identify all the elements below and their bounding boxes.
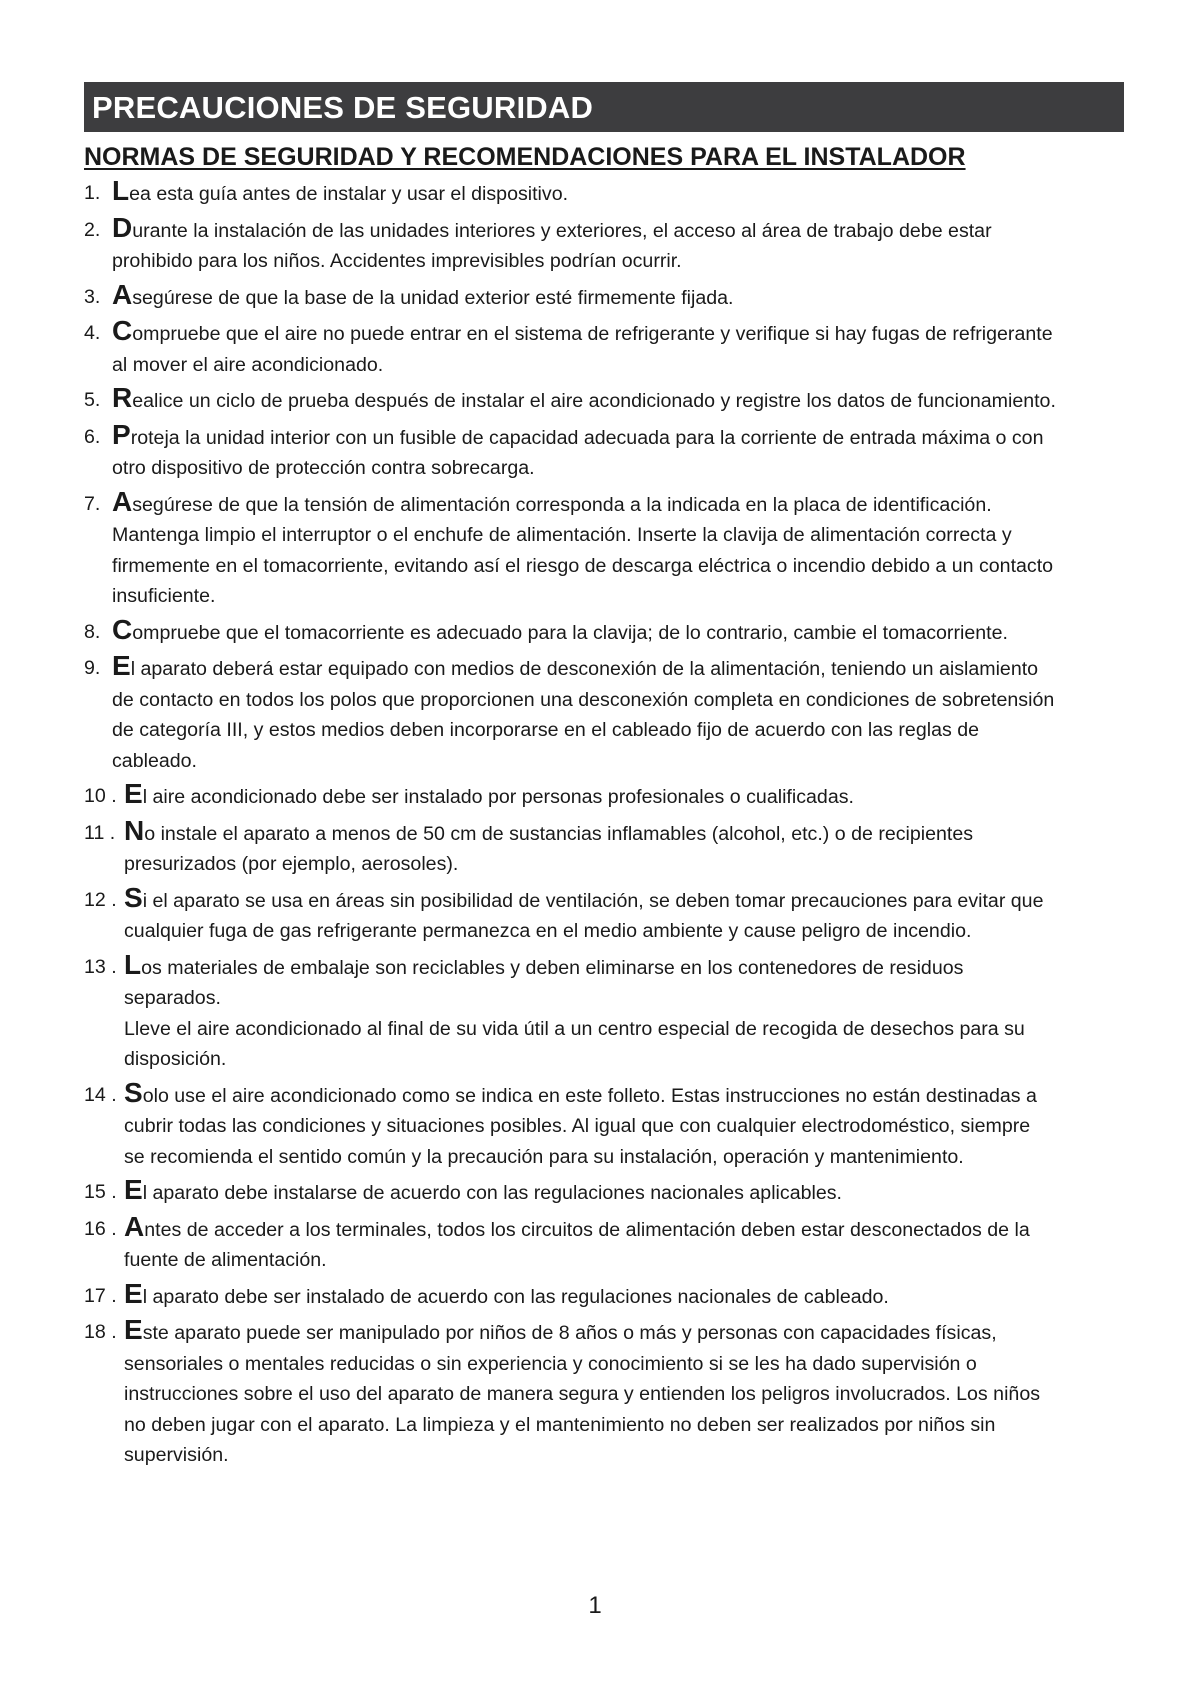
- item-text: [124, 1174, 1124, 1209]
- item-text: [124, 814, 1124, 880]
- item-text-line: [112, 613, 1124, 649]
- item-text-line: [124, 1014, 1124, 1045]
- item-text-line: [124, 778, 1124, 813]
- item-text-line: [112, 350, 1124, 381]
- item-text-line: [124, 1044, 1124, 1075]
- item-text-line: [112, 382, 1124, 417]
- item-text: [112, 613, 1124, 649]
- item-number: 3.: [84, 285, 101, 308]
- item-number: 8.: [84, 620, 101, 643]
- item-text: [112, 485, 1124, 612]
- item-text: [124, 1076, 1124, 1173]
- item-text-line: [112, 746, 1124, 777]
- item-text-line: [112, 685, 1124, 716]
- line-text: de contacto en todos los polos que proporcionen una desconexión completa en condiciones de sobretensión: [112, 688, 1055, 711]
- line-text: urante la instalación de las unidades interiores y exteriores, el acceso al área de trabajo debe estar: [132, 219, 992, 242]
- drop-initial-letter: E: [124, 1277, 143, 1309]
- line-text: al mover el aire acondicionado.: [112, 353, 384, 376]
- line-text: l aparato debe ser instalado de acuerdo con las regulaciones nacionales de cableado.: [142, 1285, 889, 1308]
- list-item: [84, 881, 1124, 947]
- item-text-line: [124, 948, 1124, 984]
- item-text-line: [124, 1349, 1124, 1380]
- line-text: ompruebe que el tomacorriente es adecuado para la clavija; de lo contrario, cambie el tomacorriente.: [132, 621, 1008, 644]
- item-text-line: [112, 175, 1124, 210]
- line-text: i el aparato se usa en áreas sin posibilidad de ventilación, se deben tomar precauciones para evitar que: [142, 889, 1044, 912]
- drop-initial-letter: S: [124, 881, 143, 913]
- line-text: o instale el aparato a menos de 50 cm de sustancias inflamables (alcohol, etc.) o de recipientes: [144, 822, 974, 845]
- line-text: supervisión.: [124, 1444, 229, 1466]
- line-text: cableado.: [112, 749, 197, 772]
- item-text-line: [112, 453, 1124, 484]
- line-text: segúrese de que la base de la unidad exterior esté firmemente fijada.: [132, 286, 734, 309]
- item-text-line: [124, 1245, 1124, 1276]
- item-number: 11 .: [84, 821, 116, 844]
- item-number: 16 .: [84, 1217, 117, 1240]
- line-text: cubrir todas las condiciones y situaciones posibles. Al igual que con cualquier electrodoméstico, siempre: [124, 1115, 1031, 1137]
- item-text-line: [124, 881, 1124, 917]
- item-text-line: [124, 916, 1124, 947]
- line-text: segúrese de que la tensión de alimentación corresponda a la indicada en la placa de identificación.: [132, 493, 992, 516]
- item-number: 13 .: [84, 955, 117, 978]
- item-text-line: [124, 1076, 1124, 1112]
- item-text-line: [112, 520, 1124, 551]
- item-text-line: [112, 418, 1124, 454]
- section-subtitle: NORMAS DE SEGURIDAD Y RECOMENDACIONES PARA EL INSTALADOR: [84, 143, 966, 171]
- drop-initial-letter: A: [112, 485, 133, 517]
- item-text-line: [124, 1174, 1124, 1209]
- item-number: 6.: [84, 425, 101, 448]
- list-item: [84, 382, 1124, 417]
- item-text-line: [124, 1314, 1124, 1349]
- line-text: l aparato debe instalarse de acuerdo con las regulaciones nacionales aplicables.: [142, 1182, 842, 1204]
- line-text: separados.: [124, 987, 221, 1009]
- list-item: [84, 814, 1124, 880]
- item-text-line: [124, 849, 1124, 880]
- list-item: [84, 211, 1124, 277]
- line-text: insuficiente.: [112, 585, 216, 607]
- item-number: 2.: [84, 218, 101, 241]
- safety-rules-list: [84, 175, 1124, 1471]
- drop-initial-letter: A: [112, 278, 133, 310]
- line-text: instrucciones sobre el uso del aparato de manera segura y entienden los peligros involucrados. Los niños: [124, 1383, 1041, 1405]
- drop-initial-letter: E: [124, 778, 143, 809]
- item-text-line: [124, 1111, 1124, 1142]
- item-text-line: [124, 1410, 1124, 1441]
- line-text: otro dispositivo de protección contra sobrecarga.: [112, 457, 535, 479]
- list-item: [84, 418, 1124, 484]
- item-text: [124, 1314, 1124, 1471]
- line-text: Mantenga limpio el interruptor o el enchufe de alimentación. Inserte la clavija de alimentación correcta y: [112, 524, 1012, 546]
- line-text: l aparato deberá estar equipado con medios de desconexión de la alimentación, teniendo un aislamiento: [130, 658, 1039, 680]
- list-item: [84, 778, 1124, 813]
- item-text: [112, 278, 1124, 314]
- line-text: os materiales de embalaje son reciclables y deben eliminarse en los contenedores de residuos: [141, 956, 964, 979]
- drop-initial-letter: N: [124, 814, 145, 846]
- item-text-line: [124, 1277, 1124, 1313]
- line-text: ste aparato puede ser manipulado por niños de 8 años o más y personas con capacidades físicas,: [142, 1322, 997, 1344]
- item-text: [112, 382, 1124, 417]
- line-text: olo use el aire acondicionado como se indica en este folleto. Estas instrucciones no están destinadas a: [142, 1084, 1037, 1107]
- item-number: 4.: [84, 322, 101, 344]
- item-text-line: [112, 551, 1124, 582]
- item-number: 14 .: [84, 1083, 117, 1106]
- item-text-line: [124, 1142, 1124, 1173]
- item-text-line: [112, 485, 1124, 521]
- drop-initial-letter: L: [124, 948, 142, 980]
- item-text: [112, 418, 1124, 484]
- line-text: se recomienda el sentido común y la precaución para su instalación, operación y mantenimiento.: [124, 1145, 964, 1168]
- line-text: no deben jugar con el aparato. La limpieza y el mantenimiento no deben ser realizados por niños sin: [124, 1413, 996, 1436]
- item-number: 12 .: [84, 888, 117, 911]
- item-number: 1.: [84, 182, 101, 204]
- item-text: [124, 1277, 1124, 1313]
- document-page: [84, 82, 1124, 1476]
- item-text: [112, 211, 1124, 277]
- item-number: 10 .: [84, 785, 117, 807]
- line-text: prohibido para los niños. Accidentes imprevisibles podrían ocurrir.: [112, 250, 682, 272]
- line-text: roteja la unidad interior con un fusible de capacidad adecuada para la corriente de entrada máxima o con: [130, 426, 1044, 449]
- line-text: ealice un ciclo de prueba después de instalar el aire acondicionado y registre los datos de funcionamiento.: [132, 390, 1056, 412]
- drop-initial-letter: S: [124, 1076, 143, 1108]
- item-text: [112, 650, 1124, 776]
- drop-initial-letter: C: [112, 315, 133, 346]
- page-number: 1: [588, 1592, 602, 1619]
- line-text: ompruebe que el aire no puede entrar en el sistema de refrigerante y verifique si hay fugas de refrigerante: [132, 323, 1053, 345]
- item-text-line: [112, 246, 1124, 277]
- line-text: Lleve el aire acondicionado al final de su vida útil a un centro especial de recogida de desechos para su: [124, 1017, 1025, 1040]
- line-text: de categoría III, y estos medios deben incorporarse en el cableado fijo de acuerdo con las reglas de: [112, 719, 980, 741]
- line-text: firmemente en el tomacorriente, evitando así el riesgo de descarga eléctrica o incendio debido a un contacto: [112, 554, 1054, 577]
- item-text-line: [112, 581, 1124, 612]
- item-text-line: [124, 1379, 1124, 1410]
- item-text: [112, 175, 1124, 210]
- drop-initial-letter: E: [112, 650, 131, 681]
- item-text-line: [112, 315, 1124, 350]
- list-item: [84, 650, 1124, 776]
- item-text-line: [124, 1440, 1124, 1471]
- item-number: 18 .: [84, 1321, 117, 1343]
- list-item: [84, 948, 1124, 1075]
- line-text: ntes de acceder a los terminales, todos los circuitos de alimentación deben estar desconectados de la: [144, 1218, 1030, 1241]
- item-text: [124, 1210, 1124, 1276]
- line-text: fuente de alimentación.: [124, 1249, 327, 1271]
- list-item: [84, 1174, 1124, 1209]
- line-text: disposición.: [124, 1048, 227, 1070]
- list-item: [84, 485, 1124, 612]
- drop-initial-letter: A: [124, 1210, 145, 1242]
- item-text-line: [124, 1210, 1124, 1246]
- item-number: 5.: [84, 389, 101, 411]
- list-item: [84, 1076, 1124, 1173]
- item-text-line: [112, 211, 1124, 247]
- drop-initial-letter: R: [112, 382, 133, 413]
- item-text: [124, 778, 1124, 813]
- line-text: l aire acondicionado debe ser instalado por personas profesionales o cualificadas.: [142, 786, 854, 808]
- list-item: [84, 278, 1124, 314]
- drop-initial-letter: C: [112, 613, 133, 645]
- section-title: PRECAUCIONES DE SEGURIDAD: [84, 82, 1124, 132]
- list-item: [84, 613, 1124, 649]
- item-text: [124, 881, 1124, 947]
- drop-initial-letter: E: [124, 1174, 143, 1205]
- list-item: [84, 1210, 1124, 1276]
- list-item: [84, 175, 1124, 210]
- drop-initial-letter: L: [112, 175, 130, 206]
- list-item: [84, 1314, 1124, 1471]
- drop-initial-letter: E: [124, 1314, 143, 1345]
- line-text: ea esta guía antes de instalar y usar el dispositivo.: [129, 183, 569, 205]
- drop-initial-letter: P: [112, 418, 131, 450]
- item-text-line: [112, 278, 1124, 314]
- line-text: sensoriales o mentales reducidas o sin experiencia y conocimiento si se les ha dado supervisión o: [124, 1352, 977, 1375]
- item-number: 15 .: [84, 1181, 117, 1203]
- item-number: 7.: [84, 492, 101, 515]
- item-text-line: [112, 650, 1124, 685]
- item-number: 9.: [84, 657, 101, 679]
- item-number: 17 .: [84, 1284, 117, 1307]
- list-item: [84, 315, 1124, 380]
- list-item: [84, 1277, 1124, 1313]
- item-text: [112, 315, 1124, 380]
- item-text-line: [112, 715, 1124, 746]
- line-text: presurizados (por ejemplo, aerosoles).: [124, 853, 459, 875]
- item-text-line: [124, 814, 1124, 850]
- line-text: cualquier fuga de gas refrigerante permanezca en el medio ambiente y cause peligro de incendio.: [124, 920, 972, 942]
- drop-initial-letter: D: [112, 211, 133, 243]
- item-text: [124, 948, 1124, 1075]
- item-text-line: [124, 983, 1124, 1014]
